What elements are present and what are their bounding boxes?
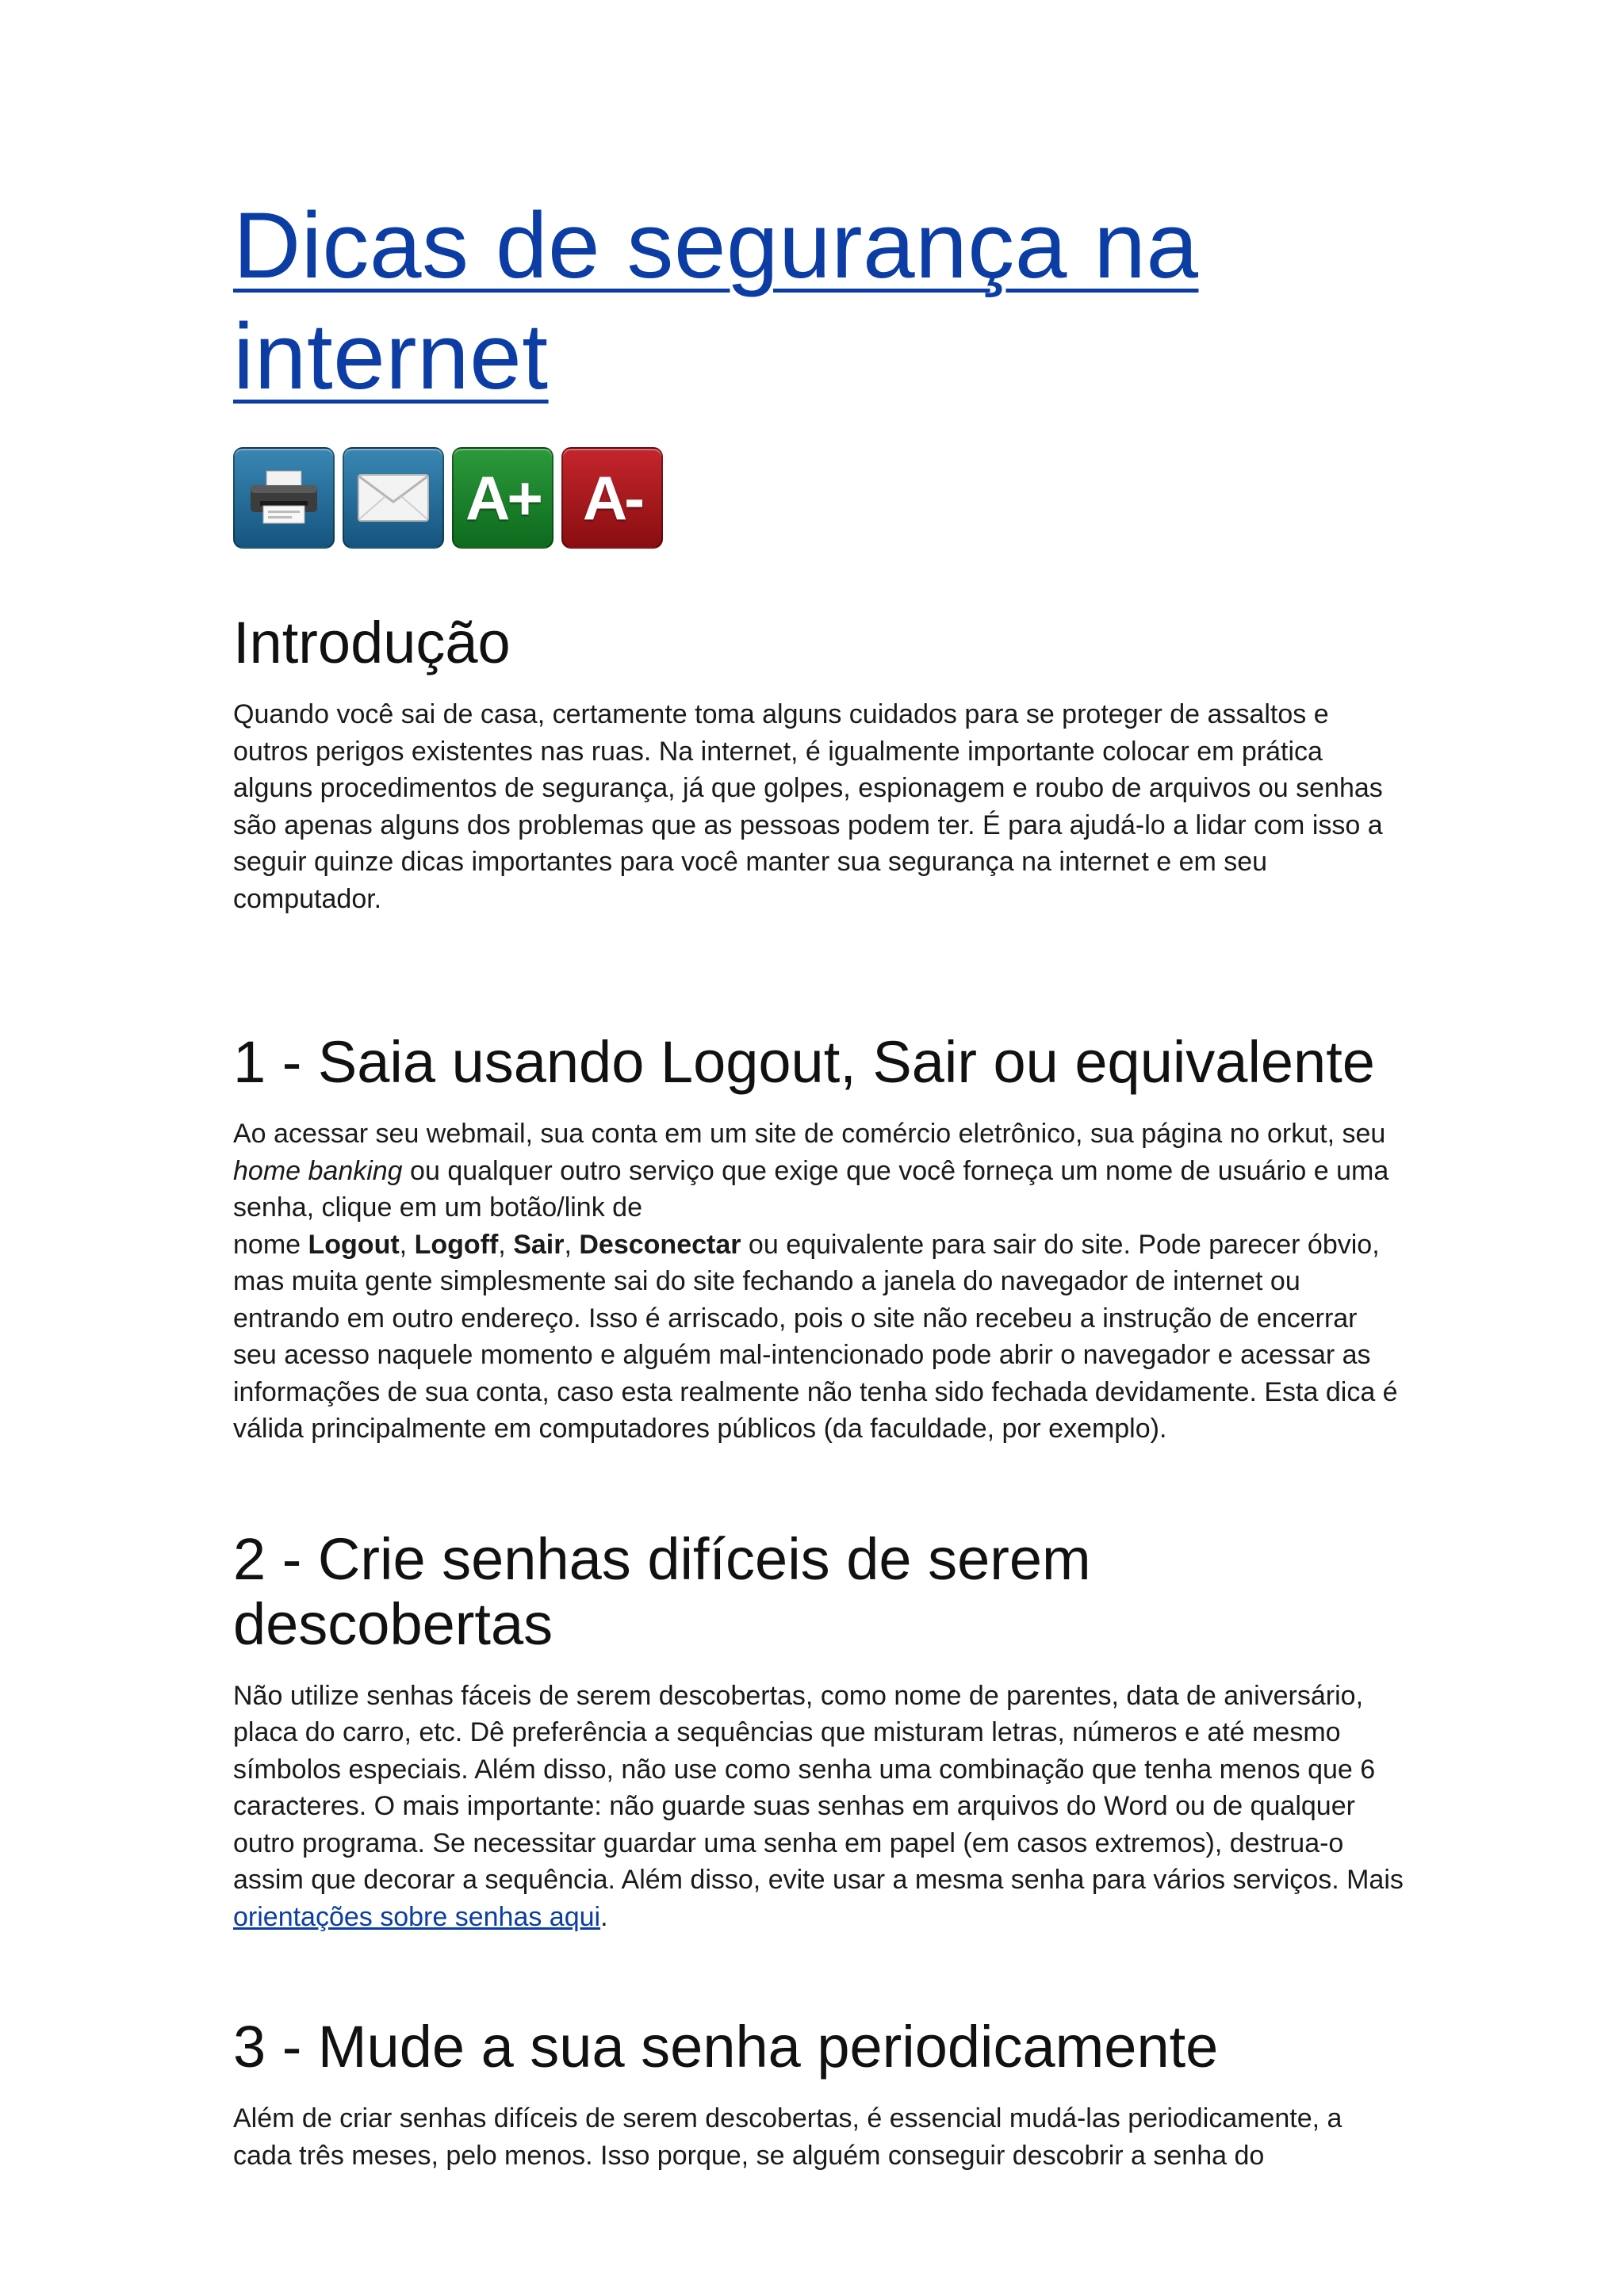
increase-font-button[interactable] bbox=[452, 447, 553, 549]
text-run: nome bbox=[233, 1229, 308, 1260]
article-toolbar bbox=[233, 447, 1407, 549]
decrease-font-icon: A- bbox=[582, 462, 642, 533]
print-button[interactable] bbox=[233, 447, 335, 549]
text-run: Não utilize senhas fáceis de serem descobertas, como nome de parentes, data de aniversário, placa do carro, etc. Dê preferência a sequências que misturam letras, números e até mesmo símbolos especiais. Além disso, não use como senha uma combinação que tenha menos que 6 caracteres. O mais importante: não guarde suas senhas em arquivos do Word ou de qualquer outro programa. Se necessitar guardar uma senha em papel (em casos extremos), destrua-o assim que decorar a sequência. Além disso, evite usar a mesma senha para vários serviços. Mais bbox=[233, 1680, 1404, 1895]
section-paragraph: Quando você sai de casa, certamente toma alguns cuidados para se proteger de assaltos e outros perigos existentes nas ruas. Na internet, é igualmente importante colocar em prática alguns procedimentos de segurança, já que golpes, espionagem e roubo de arquivos ou senhas são apenas alguns dos problemas que as pessoas podem ter. É para ajudá-lo a lidar com isso a seguir quinze dicas importantes para você manter sua segurança na internet e em seu computador. bbox=[233, 699, 1383, 914]
bold-keyword: Desconectar bbox=[579, 1229, 741, 1260]
section-tip-1 bbox=[233, 1030, 1407, 1448]
bold-keyword: Sair bbox=[513, 1229, 565, 1260]
decrease-font-button[interactable] bbox=[561, 447, 663, 549]
printer-icon bbox=[246, 466, 322, 530]
italic-term: home banking bbox=[233, 1155, 403, 1186]
section-paragraph bbox=[233, 1678, 1407, 1936]
section-tip-2 bbox=[233, 1527, 1407, 1936]
section-tip-3 bbox=[233, 2015, 1407, 2174]
text-run: , bbox=[564, 1229, 580, 1260]
bold-keyword: Logout bbox=[308, 1229, 400, 1260]
section-paragraph bbox=[233, 1115, 1407, 1448]
text-run: , bbox=[399, 1229, 415, 1260]
section-heading: 1 - Saia usando Logout, Sair ou equivalente bbox=[233, 1029, 1375, 1095]
section-heading: Introdução bbox=[233, 610, 511, 675]
section-paragraph: Além de criar senhas difíceis de serem descobertas, é essencial mudá-las periodicamente, a cada três meses, pelo menos. Isso porque, se alguém conseguir descobrir a senha do bbox=[233, 2103, 1342, 2171]
text-run: ou qualquer outro serviço que exige que você forneça um nome de usuário e uma senha, clique em um botão/link de bbox=[233, 1155, 1389, 1223]
section-heading: 3 - Mude a sua senha periodicamente bbox=[233, 2014, 1219, 2080]
envelope-icon bbox=[355, 470, 431, 526]
section-heading: 2 - Crie senhas difíceis de serem descobertas bbox=[233, 1525, 1091, 1657]
text-run: , bbox=[498, 1229, 514, 1260]
section-introduction bbox=[233, 610, 1407, 917]
text-run: ou equivalente para sair do site. Pode parecer óbvio, mas muita gente simplesmente sai do site fechando a janela do navegador de internet ou entrando em outro endereço. Isso é arriscado, pois o site não recebeu a instrução de encerrar seu acesso naquele momento e alguém mal-intencionado pode abrir o navegador e acessar as informações de sua conta, caso esta realmente não tenha sido fechada devidamente. Esta dica é válida principalmente em computadores públicos (da faculdade, por exemplo). bbox=[233, 1229, 1398, 1444]
email-button[interactable] bbox=[343, 447, 444, 549]
text-run: . bbox=[600, 1901, 608, 1932]
increase-font-icon: A+ bbox=[465, 462, 540, 533]
password-tips-link[interactable]: orientações sobre senhas aqui bbox=[233, 1901, 601, 1932]
article bbox=[233, 190, 1407, 2174]
page-title-link[interactable]: Dicas de segurança na internet bbox=[233, 193, 1199, 409]
bold-keyword: Logoff bbox=[414, 1229, 499, 1260]
text-run: Ao acessar seu webmail, sua conta em um site de comércio eletrônico, sua página no orkut, seu bbox=[233, 1119, 1386, 1149]
